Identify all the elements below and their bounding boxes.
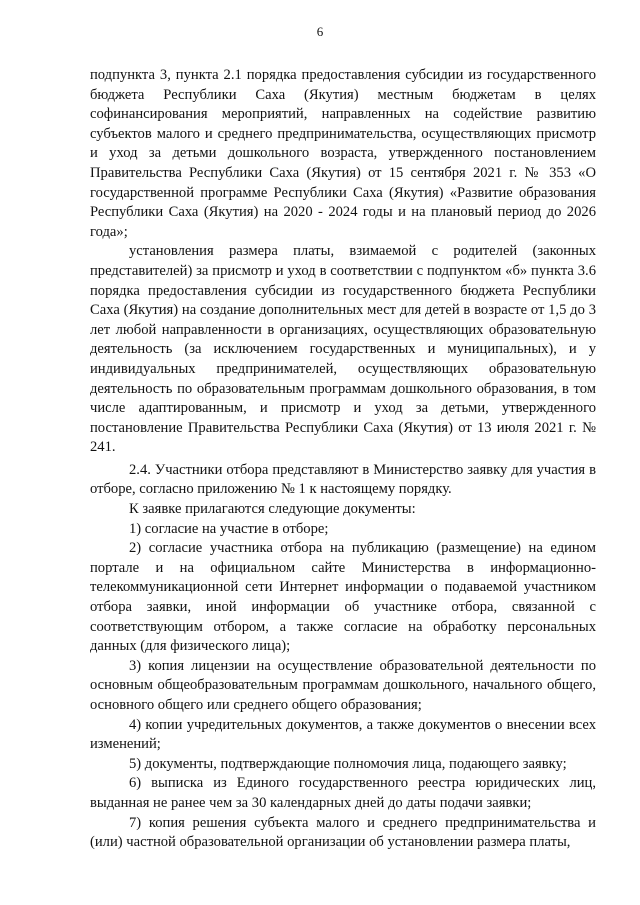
list-item-2: 2) согласие участника отбора на публикацию (размещение) на едином портале и на официальном сайте Министерства в информационно-телекоммуникационной сети Интернет информации о подаваемой участником отбора заявки, иной информации об участнике отбора, связанной с соответствующим отбором, а также согласие на обработку персональных данных (для физического лица); bbox=[90, 540, 596, 655]
list-item-5: 5) документы, подтверждающие полномочия лица, подающего заявку; bbox=[129, 755, 567, 772]
page-number: 6 bbox=[316, 24, 324, 39]
document-body bbox=[90, 66, 596, 853]
paragraph-fee-setting: установления размера платы, взимаемой с родителей (законных представителей) за присмотр и уход в соответствии с подпунктом «б» пункта 3.6 порядка предоставления субсидии из государственного бюджета Республики Саха (Якутия) на создание дополнительных мест для детей в возрасте от 1,5 до 3 лет любой направленности в организациях, осуществляющих образовательную деятельность (за исключением государственных и муниципальных), и у индивидуальных предпринимателей, осуществляющих образовательную деятельность по образовательным программам дошкольного образования, в том числе адаптированным, и присмотр и уход за детьми, утвержденного постановление Правительства Республики Саха (Якутия) от 13 июля 2021 г. № 241. bbox=[90, 243, 596, 456]
list-item-7: 7) копия решения субъекта малого и среднего предпринимательства и (или) частной образовательной организации об установлении размера платы, bbox=[90, 814, 596, 851]
list-item-1: 1) согласие на участие в отборе; bbox=[129, 520, 329, 537]
list-item-4: 4) копии учредительных документов, а также документов о внесении всех изменений; bbox=[90, 716, 596, 753]
paragraph-continuation: подпункта 3, пункта 2.1 порядка предоставления субсидии из государственного бюджета Республики Саха (Якутия) местным бюджетам в целях софинансирования мероприятий, направленных на содействие развитию субъектов малого и среднего предпринимательства, осуществляющих присмотр и уход за детьми дошкольного возраста, утвержденного постановлением Правительства Республики Саха (Якутия) от 15 сентября 2021 г. № 353 «О государственной программе Республики Саха (Якутия) «Развитие образования Республики Саха (Якутия) на 2020 - 2024 годы и на плановый период до 2026 года»; bbox=[90, 67, 596, 240]
paragraph-2-4: 2.4. Участники отбора представляют в Министерство заявку для участия в отборе, согласно приложению № 1 к настоящему порядку. bbox=[90, 461, 596, 498]
paragraph-documents-intro: К заявке прилагаются следующие документы: bbox=[129, 501, 416, 518]
list-item-3: 3) копия лицензии на осуществление образовательной деятельности по основным общеобразовательным программам дошкольного, начального общего, основного общего или среднего общего образования; bbox=[90, 657, 596, 713]
list-item-6: 6) выписка из Единого государственного реестра юридических лиц, выданная не ранее чем за 30 календарных дней до даты подачи заявки; bbox=[90, 775, 596, 811]
